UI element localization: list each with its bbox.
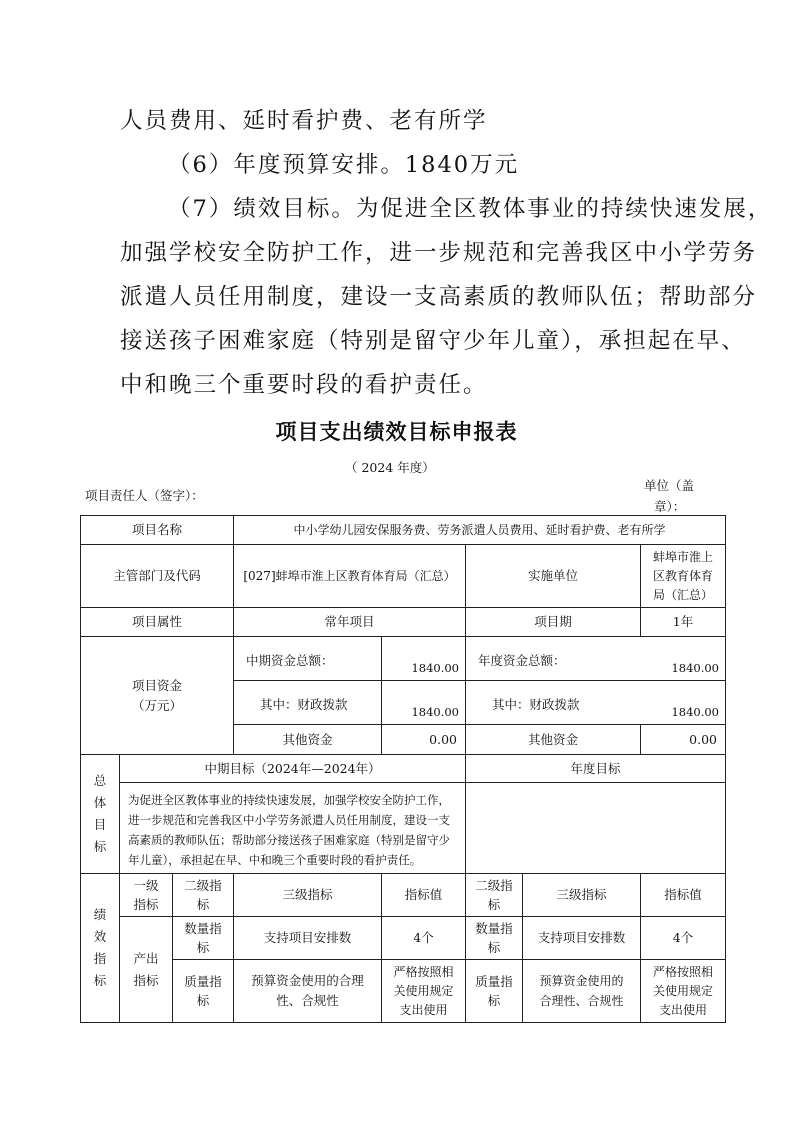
year-goal-content: [465, 782, 726, 874]
qual-line: 质量指: [184, 974, 222, 989]
output-line: 产出: [133, 950, 159, 966]
qual-value-line: 支出使用: [658, 1002, 707, 1017]
fund-label-line: （万元）: [131, 697, 182, 713]
qual-value-line: 关使用规定: [393, 983, 454, 998]
paragraph-line-3: （7）绩效目标。为促进全区教体事业的持续快速发展，: [168, 196, 773, 222]
output-line: 指标: [133, 972, 159, 988]
impl-unit-line: 区教育体育: [652, 568, 713, 583]
qual-line: 标: [196, 993, 210, 1008]
section-char: 绩: [93, 907, 107, 922]
mid-fiscal-value-cell: [381, 680, 466, 725]
unit-seal-label-1: 单位（盖: [644, 478, 695, 493]
header-line: 二级指: [184, 878, 222, 893]
year-other-value: 0.00: [640, 724, 726, 755]
qual-value-line: 关使用规定: [652, 983, 713, 998]
year-other-label: 其他资金: [465, 724, 641, 755]
qual-value-line: 支出使用: [399, 1002, 448, 1017]
quality-item: [233, 959, 382, 1023]
header-line: 指标: [133, 897, 159, 912]
quantity-indicator-label: [172, 916, 234, 960]
overall-goal-section-label: [80, 754, 120, 874]
section-char: 指: [93, 951, 107, 966]
quantity-item-right: 支持项目安排数: [522, 916, 641, 960]
quality-indicator-label: [172, 959, 234, 1023]
year-fiscal-cell: [465, 680, 726, 725]
impl-unit-value: [640, 544, 726, 608]
level2-header: [172, 873, 234, 917]
fund-label-line: 项目资金: [131, 677, 182, 693]
quantity-indicator-label-right: [465, 916, 523, 960]
mid-other-label: 其他资金: [233, 724, 382, 755]
qual-value-line: 严格按照相: [393, 964, 454, 979]
header-line: 二级指: [475, 878, 513, 893]
qual-item-line: 性、合规性: [276, 993, 339, 1008]
level1-header: [119, 873, 173, 917]
unit-seal-label-2: 章）：: [654, 499, 686, 514]
responsible-label: 项目责任人（签字）：: [85, 488, 204, 503]
quality-indicator-label-right: [465, 959, 523, 1023]
section-char: 标: [93, 839, 107, 854]
qual-value-line: 严格按照相: [652, 964, 713, 979]
year-fiscal-value: 1840.00: [671, 705, 719, 719]
paragraph-line-4: 加强学校安全防护工作，进一步规范和完善我区中小学劳务: [120, 240, 758, 266]
quantity-item: 支持项目安排数: [233, 916, 382, 960]
qual-line: 质量指: [475, 974, 513, 989]
paragraph-line-6: 接送孩子困难家庭（特别是留守少年儿童），承担起在早、: [120, 328, 746, 354]
qual-line: 标: [487, 993, 501, 1008]
paragraph-line-7: 中和晚三个重要时段的看护责任。: [120, 372, 488, 398]
year-fiscal-label: 其中：财政拨款: [492, 697, 580, 712]
year-goal-header: 年度目标: [465, 754, 726, 783]
section-char: 标: [93, 973, 107, 988]
project-period-label: 项目期: [465, 607, 641, 637]
impl-unit-label: 实施单位: [465, 544, 641, 608]
section-char: 目: [93, 817, 107, 832]
project-attr-value: 常年项目: [233, 607, 466, 637]
project-attr-label: 项目属性: [80, 607, 234, 637]
mid-goal-content: [119, 782, 466, 874]
dept-value: [027]蚌埠市淮上区教育体育局（汇总）: [233, 544, 466, 608]
header-line: 标: [487, 897, 501, 912]
quantity-value-right: 4个: [640, 916, 726, 960]
mid-total-label-cell: [233, 636, 382, 681]
level3-header: 三级指标: [233, 873, 382, 917]
section-char: 体: [93, 795, 107, 810]
mid-goal-line: 进一步规范和完善我区中小学劳务派遣人员任用制度，建设一支: [128, 813, 450, 827]
output-indicator-label: [119, 916, 173, 1023]
quality-item-right: [522, 959, 641, 1023]
paragraph-line-1: 人员费用、延时看护费、老有所学: [120, 108, 488, 134]
paragraph-line-5: 派遣人员任用制度，建设一支高素质的教师队伍；帮助部分: [120, 284, 758, 310]
qual-item-line: 合理性、合规性: [539, 994, 624, 1008]
header-line: 标: [196, 897, 210, 912]
qty-line: 标: [196, 940, 210, 955]
qty-line: 数量指: [184, 921, 222, 936]
level3-header-right: 三级指标: [522, 873, 641, 917]
project-name-value: 中小学幼儿园安保服务费、劳务派遣人员费用、延时看护费、老有所学: [233, 515, 726, 545]
mid-other-value: 0.00: [381, 724, 466, 755]
value-header: 指标值: [381, 873, 466, 917]
impl-unit-line: 蚌埠市淮上: [652, 549, 713, 564]
mid-fiscal-value: 1840.00: [411, 705, 459, 719]
mid-goal-line: 为促进全区教体事业的持续快速发展，加强学校安全防护工作，: [128, 793, 450, 807]
section-char: 总: [93, 773, 107, 788]
section-char: 效: [93, 929, 107, 944]
year-total-cell: [465, 636, 726, 681]
quality-value-right: [640, 959, 726, 1023]
year-line: （ 2024 年度）: [345, 460, 435, 475]
mid-goal-header: 中期目标（2024年—2024年）: [119, 754, 466, 783]
project-name-label: 项目名称: [80, 515, 234, 545]
mid-fiscal-label: 其中：财政拨款: [260, 697, 348, 712]
form-title: 项目支出绩效目标申报表: [275, 420, 518, 444]
mid-goal-line: 年儿童），承担起在早、中和晚三个重要时段的看护责任。: [128, 853, 422, 867]
performance-section-label: [80, 873, 120, 1023]
quantity-value: 4个: [381, 916, 466, 960]
project-fund-label: [80, 636, 234, 755]
level2-header-right: [465, 873, 523, 917]
mid-goal-line: 高素质的教师队伍；帮助部分接送孩子困难家庭（特别是留守少: [128, 833, 450, 847]
qual-item-line: 预算资金使用的: [539, 974, 624, 988]
dept-label: 主管部门及代码: [80, 544, 234, 608]
qty-line: 数量指: [475, 921, 513, 936]
mid-fiscal-label-cell: [233, 680, 382, 725]
mid-total-label: 中期资金总额：: [246, 653, 334, 668]
year-total-label: 年度资金总额：: [478, 653, 566, 668]
value-header-right: 指标值: [640, 873, 726, 917]
mid-total-value-cell: [381, 636, 466, 681]
year-total-value: 1840.00: [671, 661, 719, 675]
impl-unit-line: 局（汇总）: [652, 587, 713, 602]
qual-item-line: 预算资金使用的合理: [251, 973, 364, 988]
project-period-value: 1年: [640, 607, 726, 637]
mid-total-value: 1840.00: [411, 661, 459, 675]
quality-value: [381, 959, 466, 1023]
qty-line: 标: [487, 940, 501, 955]
header-line: 一级: [133, 878, 159, 893]
paragraph-line-2: （6）年度预算安排。1840万元: [168, 152, 520, 178]
